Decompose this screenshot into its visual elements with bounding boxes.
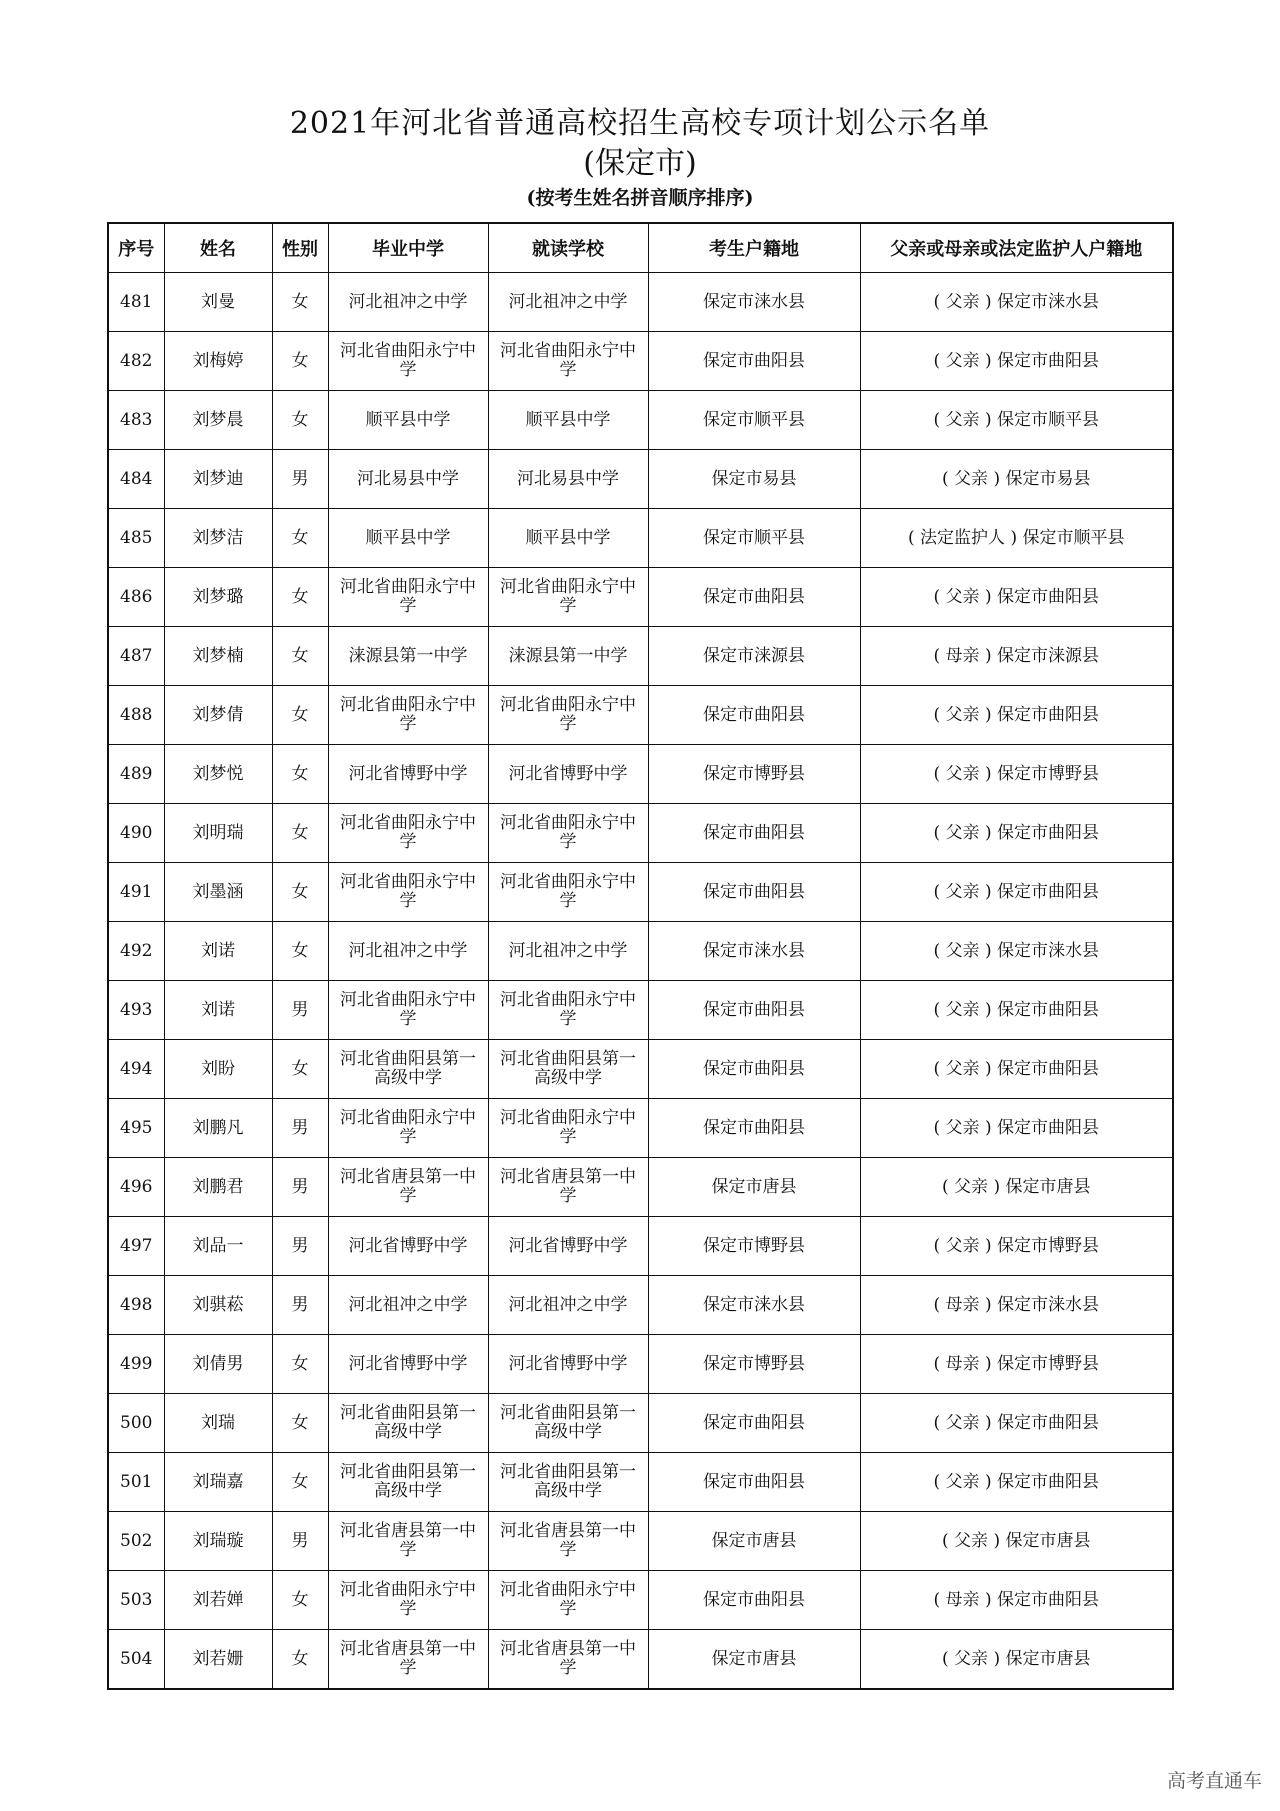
guardian-residence-cell: ( 父亲 ) 保定市博野县 [860, 745, 1173, 804]
guardian-residence-cell: ( 母亲 ) 保定市涞水县 [860, 1276, 1173, 1335]
student-residence-cell: 保定市曲阳县 [648, 981, 860, 1040]
name-cell: 刘梦倩 [164, 686, 272, 745]
current-school-cell: 河北省唐县第一中学 [488, 1158, 648, 1217]
graduation-school-cell: 河北省曲阳永宁中学 [328, 1099, 488, 1158]
table-row [108, 568, 1173, 627]
graduation-school-cell: 顺平县中学 [328, 509, 488, 568]
guardian-residence-cell: ( 父亲 ) 保定市涞水县 [860, 273, 1173, 332]
guardian-residence-cell: ( 父亲 ) 保定市涞水县 [860, 922, 1173, 981]
table-row [108, 509, 1173, 568]
student-residence-cell: 保定市顺平县 [648, 509, 860, 568]
table-row [108, 686, 1173, 745]
gender-cell: 男 [272, 1099, 328, 1158]
name-cell: 刘瑞璇 [164, 1512, 272, 1571]
graduation-school-cell: 河北省曲阳县第一高级中学 [328, 1394, 488, 1453]
guardian-residence-cell: ( 父亲 ) 保定市曲阳县 [860, 332, 1173, 391]
student-residence-cell: 保定市曲阳县 [648, 804, 860, 863]
seq-cell: 485 [108, 509, 164, 568]
gender-cell: 女 [272, 273, 328, 332]
table-row [108, 1571, 1173, 1630]
graduation-school-cell: 河北省曲阳永宁中学 [328, 332, 488, 391]
graduation-school-cell: 河北省曲阳县第一高级中学 [328, 1040, 488, 1099]
seq-cell: 488 [108, 686, 164, 745]
graduation-school-cell: 河北省曲阳永宁中学 [328, 863, 488, 922]
guardian-residence-cell: ( 父亲 ) 保定市唐县 [860, 1158, 1173, 1217]
seq-cell: 490 [108, 804, 164, 863]
current-school-cell: 河北省曲阳永宁中学 [488, 1571, 648, 1630]
table-row [108, 1394, 1173, 1453]
table-row [108, 922, 1173, 981]
gender-cell: 男 [272, 450, 328, 509]
gender-cell: 男 [272, 1276, 328, 1335]
name-cell: 刘鹏凡 [164, 1099, 272, 1158]
graduation-school-cell: 河北省曲阳永宁中学 [328, 568, 488, 627]
current-school-cell: 河北省唐县第一中学 [488, 1512, 648, 1571]
current-school-cell: 河北省曲阳县第一高级中学 [488, 1453, 648, 1512]
table-row [108, 804, 1173, 863]
graduation-school-cell: 河北省曲阳县第一高级中学 [328, 1453, 488, 1512]
name-cell: 刘梅婷 [164, 332, 272, 391]
name-cell: 刘若婵 [164, 1571, 272, 1630]
gender-cell: 女 [272, 804, 328, 863]
gender-cell: 女 [272, 1630, 328, 1690]
student-residence-cell: 保定市涞水县 [648, 922, 860, 981]
name-cell: 刘鹏君 [164, 1158, 272, 1217]
name-cell: 刘梦洁 [164, 509, 272, 568]
graduation-school-cell: 河北省曲阳永宁中学 [328, 804, 488, 863]
gender-cell: 女 [272, 1453, 328, 1512]
watermark: 高考直通车 [1166, 1770, 1262, 1792]
guardian-residence-cell: ( 父亲 ) 保定市唐县 [860, 1512, 1173, 1571]
seq-cell: 491 [108, 863, 164, 922]
current-school-cell: 顺平县中学 [488, 509, 648, 568]
header-current-school: 就读学校 [488, 223, 648, 273]
seq-cell: 483 [108, 391, 164, 450]
header-guardian-residence: 父亲或母亲或法定监护人户籍地 [860, 223, 1173, 273]
guardian-residence-cell: ( 母亲 ) 保定市曲阳县 [860, 1571, 1173, 1630]
student-residence-cell: 保定市顺平县 [648, 391, 860, 450]
name-cell: 刘若姗 [164, 1630, 272, 1690]
graduation-school-cell: 河北省唐县第一中学 [328, 1158, 488, 1217]
student-residence-cell: 保定市唐县 [648, 1630, 860, 1690]
seq-cell: 504 [108, 1630, 164, 1690]
table-row [108, 1335, 1173, 1394]
guardian-residence-cell: ( 父亲 ) 保定市曲阳县 [860, 1040, 1173, 1099]
student-residence-cell: 保定市曲阳县 [648, 1040, 860, 1099]
sort-note: (按考生姓名拼音顺序排序) [526, 187, 754, 209]
name-cell: 刘梦悦 [164, 745, 272, 804]
roster-table [107, 222, 1174, 1690]
gender-cell: 女 [272, 745, 328, 804]
header-graduation-school: 毕业中学 [328, 223, 488, 273]
table-row [108, 1512, 1173, 1571]
gender-cell: 女 [272, 509, 328, 568]
gender-cell: 女 [272, 1040, 328, 1099]
current-school-cell: 河北祖冲之中学 [488, 273, 648, 332]
gender-cell: 男 [272, 1217, 328, 1276]
student-residence-cell: 保定市博野县 [648, 745, 860, 804]
name-cell: 刘墨涵 [164, 863, 272, 922]
current-school-cell: 顺平县中学 [488, 391, 648, 450]
current-school-cell: 河北省曲阳永宁中学 [488, 863, 648, 922]
current-school-cell: 河北省曲阳县第一高级中学 [488, 1040, 648, 1099]
seq-cell: 500 [108, 1394, 164, 1453]
student-residence-cell: 保定市曲阳县 [648, 1099, 860, 1158]
seq-cell: 489 [108, 745, 164, 804]
seq-cell: 492 [108, 922, 164, 981]
table-row [108, 391, 1173, 450]
name-cell: 刘倩男 [164, 1335, 272, 1394]
seq-cell: 494 [108, 1040, 164, 1099]
table-row [108, 745, 1173, 804]
guardian-residence-cell: ( 父亲 ) 保定市曲阳县 [860, 1453, 1173, 1512]
name-cell: 刘明瑞 [164, 804, 272, 863]
gender-cell: 女 [272, 1394, 328, 1453]
name-cell: 刘诺 [164, 922, 272, 981]
gender-cell: 女 [272, 391, 328, 450]
table-row [108, 450, 1173, 509]
gender-cell: 男 [272, 981, 328, 1040]
gender-cell: 男 [272, 1158, 328, 1217]
graduation-school-cell: 河北易县中学 [328, 450, 488, 509]
name-cell: 刘骐菘 [164, 1276, 272, 1335]
seq-cell: 499 [108, 1335, 164, 1394]
gender-cell: 女 [272, 686, 328, 745]
current-school-cell: 河北省曲阳永宁中学 [488, 981, 648, 1040]
current-school-cell: 河北易县中学 [488, 450, 648, 509]
gender-cell: 女 [272, 1335, 328, 1394]
seq-cell: 493 [108, 981, 164, 1040]
seq-cell: 502 [108, 1512, 164, 1571]
guardian-residence-cell: ( 父亲 ) 保定市博野县 [860, 1217, 1173, 1276]
header-row [108, 223, 1173, 273]
current-school-cell: 河北省曲阳永宁中学 [488, 568, 648, 627]
student-residence-cell: 保定市曲阳县 [648, 863, 860, 922]
graduation-school-cell: 河北省曲阳永宁中学 [328, 1571, 488, 1630]
name-cell: 刘梦璐 [164, 568, 272, 627]
seq-cell: 497 [108, 1217, 164, 1276]
student-residence-cell: 保定市易县 [648, 450, 860, 509]
guardian-residence-cell: ( 法定监护人 ) 保定市顺平县 [860, 509, 1173, 568]
guardian-residence-cell: ( 父亲 ) 保定市曲阳县 [860, 686, 1173, 745]
graduation-school-cell: 河北省博野中学 [328, 1217, 488, 1276]
table-row [108, 863, 1173, 922]
name-cell: 刘瑞 [164, 1394, 272, 1453]
current-school-cell: 河北省博野中学 [488, 1335, 648, 1394]
guardian-residence-cell: ( 父亲 ) 保定市易县 [860, 450, 1173, 509]
table-row [108, 1453, 1173, 1512]
guardian-residence-cell: ( 父亲 ) 保定市曲阳县 [860, 1394, 1173, 1453]
gender-cell: 女 [272, 627, 328, 686]
table-row [108, 627, 1173, 686]
graduation-school-cell: 涞源县第一中学 [328, 627, 488, 686]
header-gender: 性别 [272, 223, 328, 273]
current-school-cell: 河北省唐县第一中学 [488, 1630, 648, 1690]
student-residence-cell: 保定市曲阳县 [648, 568, 860, 627]
current-school-cell: 河北省曲阳永宁中学 [488, 686, 648, 745]
current-school-cell: 河北省曲阳县第一高级中学 [488, 1394, 648, 1453]
guardian-residence-cell: ( 父亲 ) 保定市曲阳县 [860, 863, 1173, 922]
gender-cell: 女 [272, 1571, 328, 1630]
name-cell: 刘盼 [164, 1040, 272, 1099]
current-school-cell: 河北省曲阳永宁中学 [488, 332, 648, 391]
graduation-school-cell: 河北省曲阳永宁中学 [328, 981, 488, 1040]
graduation-school-cell: 河北省曲阳永宁中学 [328, 686, 488, 745]
seq-cell: 496 [108, 1158, 164, 1217]
gender-cell: 女 [272, 568, 328, 627]
student-residence-cell: 保定市唐县 [648, 1158, 860, 1217]
gender-cell: 女 [272, 863, 328, 922]
name-cell: 刘诺 [164, 981, 272, 1040]
gender-cell: 男 [272, 1512, 328, 1571]
table-row [108, 273, 1173, 332]
graduation-school-cell: 河北省博野中学 [328, 745, 488, 804]
name-cell: 刘梦楠 [164, 627, 272, 686]
seq-cell: 503 [108, 1571, 164, 1630]
student-residence-cell: 保定市涞水县 [648, 1276, 860, 1335]
table-row [108, 1158, 1173, 1217]
current-school-cell: 涞源县第一中学 [488, 627, 648, 686]
guardian-residence-cell: ( 父亲 ) 保定市唐县 [860, 1630, 1173, 1690]
name-cell: 刘品一 [164, 1217, 272, 1276]
roster-body [108, 273, 1173, 1690]
header-student-residence: 考生户籍地 [648, 223, 860, 273]
name-cell: 刘瑞嘉 [164, 1453, 272, 1512]
current-school-cell: 河北省曲阳永宁中学 [488, 1099, 648, 1158]
student-residence-cell: 保定市曲阳县 [648, 1571, 860, 1630]
guardian-residence-cell: ( 父亲 ) 保定市顺平县 [860, 391, 1173, 450]
table-row [108, 1276, 1173, 1335]
table-row [108, 1217, 1173, 1276]
table-row [108, 332, 1173, 391]
student-residence-cell: 保定市涞水县 [648, 273, 860, 332]
seq-cell: 481 [108, 273, 164, 332]
graduation-school-cell: 河北省博野中学 [328, 1335, 488, 1394]
seq-cell: 501 [108, 1453, 164, 1512]
guardian-residence-cell: ( 父亲 ) 保定市曲阳县 [860, 1099, 1173, 1158]
current-school-cell: 河北省博野中学 [488, 745, 648, 804]
guardian-residence-cell: ( 父亲 ) 保定市曲阳县 [860, 804, 1173, 863]
seq-cell: 486 [108, 568, 164, 627]
seq-cell: 495 [108, 1099, 164, 1158]
table-row [108, 1630, 1173, 1690]
graduation-school-cell: 河北祖冲之中学 [328, 922, 488, 981]
graduation-school-cell: 河北省唐县第一中学 [328, 1512, 488, 1571]
header-seq: 序号 [108, 223, 164, 273]
graduation-school-cell: 河北省唐县第一中学 [328, 1630, 488, 1690]
header-name: 姓名 [164, 223, 272, 273]
graduation-school-cell: 河北祖冲之中学 [328, 1276, 488, 1335]
document-title: 2021年河北省普通高校招生高校专项计划公示名单 [289, 106, 991, 141]
document-subtitle: (保定市) [583, 146, 697, 181]
table-row [108, 1099, 1173, 1158]
student-residence-cell: 保定市涞源县 [648, 627, 860, 686]
gender-cell: 女 [272, 332, 328, 391]
student-residence-cell: 保定市博野县 [648, 1335, 860, 1394]
student-residence-cell: 保定市曲阳县 [648, 686, 860, 745]
guardian-residence-cell: ( 父亲 ) 保定市曲阳县 [860, 568, 1173, 627]
seq-cell: 484 [108, 450, 164, 509]
student-residence-cell: 保定市曲阳县 [648, 332, 860, 391]
seq-cell: 487 [108, 627, 164, 686]
gender-cell: 女 [272, 922, 328, 981]
current-school-cell: 河北祖冲之中学 [488, 922, 648, 981]
graduation-school-cell: 河北祖冲之中学 [328, 273, 488, 332]
student-residence-cell: 保定市唐县 [648, 1512, 860, 1571]
student-residence-cell: 保定市博野县 [648, 1217, 860, 1276]
student-residence-cell: 保定市曲阳县 [648, 1453, 860, 1512]
seq-cell: 498 [108, 1276, 164, 1335]
current-school-cell: 河北省博野中学 [488, 1217, 648, 1276]
current-school-cell: 河北省曲阳永宁中学 [488, 804, 648, 863]
table-row [108, 1040, 1173, 1099]
seq-cell: 482 [108, 332, 164, 391]
current-school-cell: 河北祖冲之中学 [488, 1276, 648, 1335]
student-residence-cell: 保定市曲阳县 [648, 1394, 860, 1453]
name-cell: 刘梦迪 [164, 450, 272, 509]
graduation-school-cell: 顺平县中学 [328, 391, 488, 450]
guardian-residence-cell: ( 母亲 ) 保定市博野县 [860, 1335, 1173, 1394]
guardian-residence-cell: ( 母亲 ) 保定市涞源县 [860, 627, 1173, 686]
name-cell: 刘曼 [164, 273, 272, 332]
name-cell: 刘梦晨 [164, 391, 272, 450]
table-row [108, 981, 1173, 1040]
guardian-residence-cell: ( 父亲 ) 保定市曲阳县 [860, 981, 1173, 1040]
